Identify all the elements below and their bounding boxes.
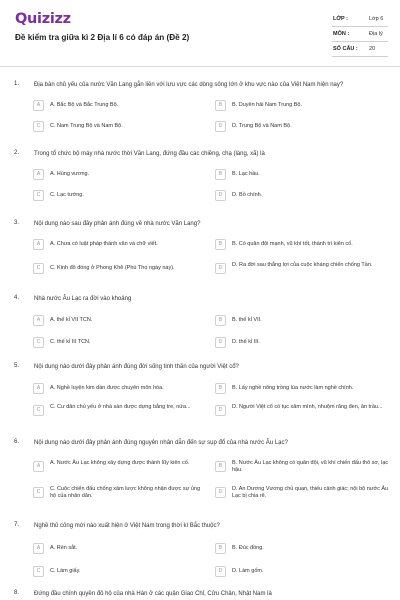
quizizz-logo: Quizizz: [15, 11, 71, 27]
option-letter-badge: C: [33, 190, 44, 201]
option-text: A. Nước Âu Lạc không xây dựng được thành lũy kiên cố.: [50, 460, 190, 466]
meta-table: [332, 12, 388, 57]
question-text: Nghề thủ công mới nào xuất hiện ở Việt Nam trong thời kì Bắc thuộc?: [34, 523, 220, 529]
option-text: B. Có quân đội mạnh, vũ khí tốt, thành trì kiên cố.: [232, 241, 353, 247]
meta-row-subject: [332, 27, 388, 42]
option-text: A. thế kỉ VII TCN.: [50, 317, 93, 323]
option-text: D. Trung Bộ và Nam Bộ.: [232, 123, 292, 129]
page-header: [0, 0, 400, 66]
option-letter-badge: B: [215, 239, 226, 250]
option-text: C. Làm giấy.: [50, 568, 81, 574]
option-text: C. Lạc tướng.: [50, 192, 84, 198]
option-letter-badge: B: [215, 383, 226, 394]
question-text: Nội dung nào dưới đây phản ánh đúng nguyên nhân dẫn đến sự sụp đổ của nhà nước Âu Lạc?: [34, 440, 288, 446]
option-text: C. Kinh đô đóng ở Phong Khê (Phú Thọ ngày nay).: [50, 265, 175, 271]
option-text: A. Hùng vương.: [50, 171, 90, 177]
question-number: 1.: [14, 81, 20, 87]
question-text: Nhà nước Âu Lạc ra đời vào khoảng: [34, 296, 132, 302]
option-letter-badge: D: [215, 566, 226, 577]
option-text: A. Nghề luyện kim dần được chuyên môn hóa.: [50, 385, 164, 391]
option-text: C. Nam Trung Bộ và Nam Bộ.: [50, 123, 123, 129]
meta-value: Địa lý: [369, 31, 383, 37]
question-number: 6.: [14, 439, 20, 445]
meta-key: LỚP :: [333, 16, 348, 22]
option-text: A. Bắc Bộ và Bắc Trung Bộ.: [50, 102, 119, 108]
option-letter-badge: C: [33, 566, 44, 577]
question-number: 2.: [14, 150, 20, 156]
question-text: Địa bàn chủ yếu của nước Văn Lang gắn liền với lưu vực các dòng sông lớn ở khu vực nào của Việt Nam hiện nay?: [34, 82, 344, 88]
option-text: D. Người Việt cổ có tục xăm mình, nhuộm răng đen, ăn trầu...: [232, 404, 383, 410]
option-letter-badge: A: [33, 239, 44, 250]
option-letter-badge: A: [33, 383, 44, 394]
option-letter-badge: C: [33, 337, 44, 348]
header-divider: [0, 66, 400, 67]
option-text: B. Lấy nghề nông trồng lúa nước làm nghề chính.: [232, 385, 354, 391]
option-letter-badge: A: [33, 461, 44, 472]
question-text: Nội dung nào dưới đây phản ánh đúng đời sống tinh thần của người Việt cổ?: [34, 364, 239, 370]
option-text: D. Làm gốm.: [232, 568, 264, 574]
option-text: B. Nước Âu Lạc không có quân đội, vũ khí chiến đấu thô sơ, lạc hậu.: [232, 460, 389, 473]
option-letter-badge: C: [33, 263, 44, 274]
question-text: Nội dung nào sau đây phản ánh đúng về nhà nước Văn Lang?: [34, 221, 201, 227]
option-letter-badge: A: [33, 315, 44, 326]
option-letter-badge: B: [215, 461, 226, 472]
question-number: 7.: [14, 522, 20, 528]
option-letter-badge: D: [215, 405, 226, 416]
option-letter-badge: D: [215, 337, 226, 348]
option-letter-badge: A: [33, 169, 44, 180]
question-text: Đứng đầu chính quyền đô hộ của nhà Hán ở các quận Giao Chỉ, Cửu Chân, Nhật Nam là: [34, 591, 272, 597]
option-text: C. thế kỉ III TCN.: [50, 339, 91, 345]
option-letter-badge: D: [215, 263, 226, 274]
meta-value: Lớp 6: [369, 16, 384, 22]
option-letter-badge: C: [33, 121, 44, 132]
option-letter-badge: A: [33, 100, 44, 111]
question-number: 3.: [14, 220, 20, 226]
question-text: Trong tổ chức bộ máy nhà nước thời Văn Lang, đứng đầu các chiềng, chạ (làng, xã) là: [34, 151, 265, 157]
question-number: 4.: [14, 295, 20, 301]
meta-key: MÔN :: [333, 31, 350, 37]
option-letter-badge: B: [215, 315, 226, 326]
option-text: D. thế kỉ III.: [232, 339, 260, 345]
option-text: C. Cư dân chủ yếu ở nhà sàn được dựng bằng tre, nứa...: [50, 404, 191, 410]
meta-key: SỐ CÂU :: [333, 46, 358, 52]
option-text: B. Duyên hải Nam Trung Bộ.: [232, 102, 303, 108]
meta-row-count: [332, 42, 388, 57]
option-letter-badge: D: [215, 190, 226, 201]
option-text: B. thế kỉ VII.: [232, 317, 262, 323]
meta-value: 20: [369, 46, 376, 52]
option-text: A. Rèn sắt.: [50, 545, 78, 551]
option-letter-badge: D: [215, 121, 226, 132]
document-title: Đề kiểm tra giữa kì 2 Địa lí 6 có đáp án (Đề 2): [15, 33, 190, 42]
option-letter-badge: B: [215, 543, 226, 554]
option-letter-badge: A: [33, 543, 44, 554]
option-text: B. Lạc hầu.: [232, 171, 260, 177]
option-text: B. Đúc đồng.: [232, 545, 264, 551]
option-letter-badge: D: [215, 487, 226, 498]
option-letter-badge: B: [215, 100, 226, 111]
option-text: D. Ra đời sau thắng lợi của cuộc kháng chiến chống Tần.: [232, 262, 373, 268]
option-letter-badge: B: [215, 169, 226, 180]
question-number: 5.: [14, 363, 20, 369]
option-text: C. Cuộc chiến đấu chống xâm lược không nhận được sự ủng hộ của nhân dân.: [50, 486, 201, 499]
option-text: D. An Dương Vương chủ quan, thiếu cảnh giác; nội bộ nước Âu Lạc bị chia rẽ.: [232, 486, 389, 499]
meta-row-class: [332, 12, 388, 27]
option-letter-badge: C: [33, 487, 44, 498]
option-text: A. Chưa có luật pháp thành văn và chữ viết.: [50, 241, 158, 247]
option-letter-badge: C: [33, 405, 44, 416]
question-number: 8.: [14, 590, 20, 596]
option-text: D. Bồ chính.: [232, 192, 263, 198]
